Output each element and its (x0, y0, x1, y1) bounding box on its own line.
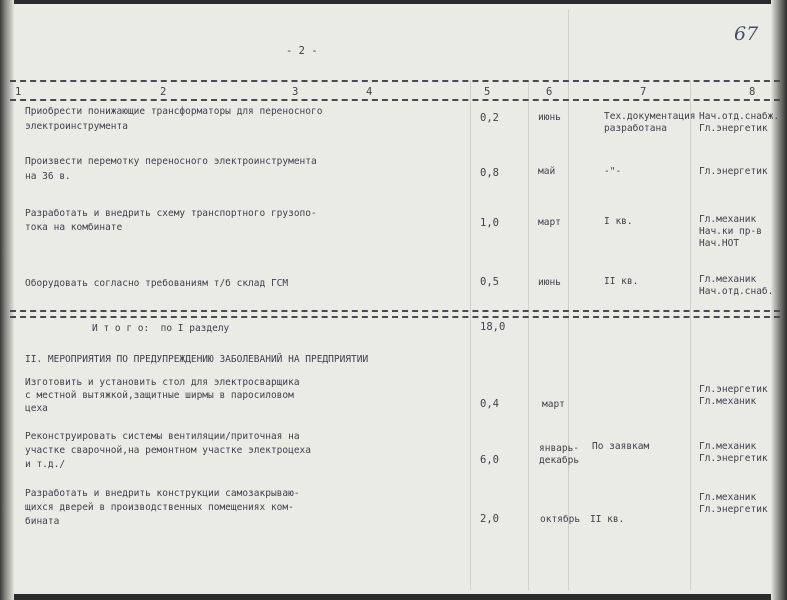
row-4-responsible: Нач.отд.снаб. (699, 286, 774, 297)
sec2-row-3-responsible: Гл.энергетик (699, 504, 768, 515)
total-amount: 18,0 (480, 321, 506, 333)
sec2-row-1-responsible: Гл.механик (699, 396, 757, 407)
sec2-row-2-responsible: Гл.механик (699, 441, 757, 452)
sec2-row-2-responsible: Гл.энергетик (699, 453, 768, 464)
sec2-row-2-term: январь- (539, 443, 580, 454)
sec2-row-3-text-line: бината (25, 516, 60, 527)
row-1-amount: 0,2 (480, 112, 499, 124)
row-2-term: май (538, 166, 556, 177)
sec2-row-2-text-line: Реконструировать системы вентиляции/приточная на (25, 431, 300, 442)
row-1-text-line: Приобрести понижающие трансформаторы для переносного (25, 106, 323, 117)
row-3-term: март (538, 217, 561, 228)
column-rule (470, 80, 471, 590)
row-2-text-line: на 36 в. (25, 171, 71, 182)
row-4-amount: 0,5 (480, 276, 499, 288)
row-1-term: июнь (538, 112, 561, 123)
row-4-responsible: Гл.механик (699, 274, 757, 285)
sec2-row-1-text-line: Изготовить и установить стол для электросварщика (25, 377, 300, 388)
total-rule-bottom (10, 316, 780, 318)
header-rule-bottom (10, 99, 780, 101)
row-3-responsible: Нач.НОТ (699, 238, 740, 249)
row-3-responsible: Гл.механик (699, 214, 757, 225)
section-title: II. МЕРОПРИЯТИЯ ПО ПРЕДУПРЕЖДЕНИЮ ЗАБОЛЕВАНИЙ НА ПРЕДПРИЯТИИ (25, 354, 369, 365)
sec2-row-1-text-line: с местной вытяжкой,защитные ширмы в паросиловом (25, 390, 294, 401)
row-3-responsible: Нач.ки пр-в (699, 226, 762, 237)
column-number: 4 (366, 86, 373, 98)
row-2-amount: 0,8 (480, 167, 499, 179)
sec2-row-3-term: октябрь (540, 514, 581, 525)
sec2-row-3-amount: 2,0 (480, 513, 499, 525)
sec2-row-1-responsible: Гл.энергетик (699, 384, 768, 395)
row-2-responsible: Гл.энергетик (699, 166, 768, 177)
row-1-responsible: Гл.энергетик (699, 123, 768, 134)
row-3-text-line: Разработать и внедрить схему транспортного грузопо- (25, 208, 317, 219)
row-1-text-line: электроинструмента (25, 121, 128, 132)
row-3-amount: 1,0 (480, 217, 499, 229)
row-2-doc: -"- (604, 166, 622, 177)
right-page-edge (771, 0, 787, 600)
total-label: И т о г о: по I разделу (92, 323, 230, 334)
column-number: 1 (15, 86, 22, 98)
row-3-text-line: тока на комбинате (25, 222, 123, 233)
left-page-edge (0, 0, 14, 600)
row-3-doc: I кв. (604, 216, 633, 227)
header-rule-top (10, 80, 780, 82)
column-number: 3 (292, 86, 299, 98)
row-1-responsible: Нач.отд.снабж. (699, 111, 780, 122)
row-4-doc: II кв. (604, 276, 639, 287)
sec2-row-2-text-line: участке сварочной,на ремонтном участке электроцеха (25, 445, 311, 456)
column-rule (568, 10, 569, 590)
row-1-doc: разработана (604, 123, 667, 134)
sec2-row-3-text-line: Разработать и внедрить конструкции самозакрываю- (25, 488, 300, 499)
row-4-term: июнь (538, 277, 561, 288)
sec2-row-1-amount: 0,4 (480, 398, 499, 410)
column-rule (690, 80, 691, 590)
sec2-row-3-responsible: Гл.механик (699, 492, 757, 503)
sec2-row-2-amount: 6,0 (480, 454, 499, 466)
total-rule-top (10, 310, 780, 312)
sec2-row-2-doc: По заявкам (592, 441, 650, 452)
sec2-row-3-doc: II кв. (590, 514, 625, 525)
column-number: 6 (546, 86, 553, 98)
column-number: 2 (160, 86, 167, 98)
handwritten-folio-number: 67 (734, 23, 759, 45)
row-2-text-line: Произвести перемотку переносного электроинструмента (25, 156, 317, 167)
row-1-doc: Тех.документация (604, 111, 696, 122)
column-number: 8 (749, 86, 756, 98)
sec2-row-3-text-line: щихся дверей в производственных помещениях ком- (25, 502, 294, 513)
sec2-row-2-text-line: и т.д./ (25, 459, 66, 470)
sec2-row-1-term: март (542, 399, 565, 410)
sec2-row-2-term: декабрь (539, 455, 580, 466)
sec2-row-1-text-line: цеха (25, 403, 48, 414)
column-number: 7 (640, 86, 647, 98)
column-rule (528, 80, 529, 590)
column-number: 5 (484, 86, 491, 98)
page-number: - 2 - (286, 45, 318, 57)
row-4-text-line: Оборудовать согласно требованиям т/б склад ГСМ (25, 278, 289, 289)
